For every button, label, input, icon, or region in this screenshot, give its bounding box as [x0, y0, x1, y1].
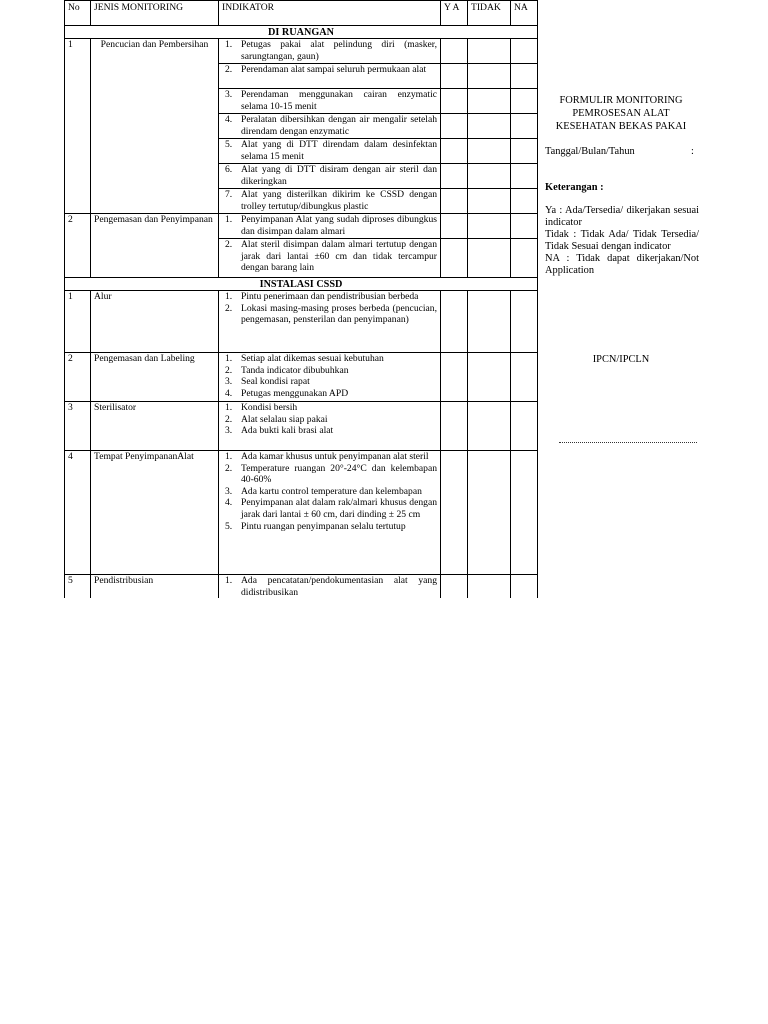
item-text: Lokasi masing-masing proses berbeda (pencucian, pengemasan, pensterilan dan penyimpanan): [241, 302, 437, 326]
checkbox-tidak[interactable]: [468, 239, 511, 278]
checkbox-ya[interactable]: [441, 214, 468, 239]
row-number: 1: [65, 39, 91, 214]
section-title: INSTALASI CSSD: [65, 278, 538, 291]
item-number: 3.: [225, 485, 233, 497]
item-number: 2.: [225, 239, 233, 250]
indicator-cell: [219, 451, 441, 575]
indicator-item: [222, 414, 437, 426]
jenis-monitoring: Pendistribusian: [91, 575, 219, 599]
indicator-cell: [219, 402, 441, 451]
checkbox-ya[interactable]: [441, 239, 468, 278]
checkbox-na[interactable]: [511, 291, 538, 353]
checkbox-na[interactable]: [511, 164, 538, 189]
jenis-monitoring: Pengemasan dan Penyimpanan: [91, 214, 219, 278]
item-text: Ada kamar khusus untuk penyimpanan alat steril: [241, 451, 429, 462]
checkbox-ya[interactable]: [441, 451, 468, 575]
item-number: 1.: [225, 291, 233, 302]
legend-na: NA : Tidak dapat dikerjakan/Not Application: [545, 253, 699, 276]
indicator-cell: [219, 353, 441, 402]
indicator-cell: [219, 89, 441, 114]
signature-line: [559, 442, 697, 443]
header-no: No: [65, 1, 91, 26]
section-row: [65, 278, 538, 291]
item-number: 3.: [225, 376, 233, 388]
table-row: [65, 353, 538, 402]
row-number: 2: [65, 353, 91, 402]
indicator-item: [222, 463, 437, 486]
checkbox-tidak[interactable]: [468, 189, 511, 214]
checkbox-tidak[interactable]: [468, 139, 511, 164]
jenis-monitoring: Tempat PenyimpananAlat: [91, 451, 219, 575]
header-ya: Y A: [441, 1, 468, 26]
checkbox-tidak[interactable]: [468, 291, 511, 353]
checkbox-na[interactable]: [511, 575, 538, 599]
item-text: Penyimpanan Alat yang sudah diproses dibungkus dan disimpan dalam almari: [241, 214, 437, 237]
item-number: 1.: [225, 575, 233, 586]
item-number: 3.: [225, 425, 233, 437]
table-row: [65, 214, 538, 239]
monitoring-table: [64, 0, 538, 598]
indicator-item: [222, 451, 437, 463]
indicator-item: [222, 89, 437, 112]
legend-tidak: Tidak : Tidak Ada/ Tidak Tersedia/ Tidak Sesuai dengan indicator: [545, 229, 699, 252]
item-text: Ada pencatatan/pendokumentasian alat yang didistribusikan: [241, 575, 437, 598]
item-text: Ada kartu control temperature dan kelembapan: [241, 485, 422, 497]
checkbox-na[interactable]: [511, 64, 538, 89]
section-title: DI RUANGAN: [65, 26, 538, 39]
item-text: Alat yang di DTT direndam dalam desinfektan selama 15 menit: [241, 139, 437, 162]
indicator-cell: [219, 139, 441, 164]
item-text: Alat selalau siap pakai: [241, 413, 328, 425]
checkbox-tidak[interactable]: [468, 64, 511, 89]
checkbox-ya[interactable]: [441, 39, 468, 64]
header-na: NA: [511, 1, 538, 26]
row-number: 2: [65, 214, 91, 278]
indicator-item: [222, 388, 437, 400]
indicator-item: [222, 353, 437, 365]
checkbox-tidak[interactable]: [468, 39, 511, 64]
checkbox-ya[interactable]: [441, 89, 468, 114]
checkbox-tidak[interactable]: [468, 451, 511, 575]
item-number: 2.: [225, 364, 233, 376]
item-text: Tanda indicator dibubuhkan: [241, 364, 349, 376]
checkbox-ya[interactable]: [441, 353, 468, 402]
indicator-item: [222, 521, 437, 533]
header-tidak: TIDAK: [468, 1, 511, 26]
item-text: Alat steril disimpan dalam almari tertutup dengan jarak dari lantai ±60 cm dan tidak tercampur dengan barang lain: [241, 239, 437, 274]
checkbox-ya[interactable]: [441, 402, 468, 451]
checkbox-na[interactable]: [511, 89, 538, 114]
indicator-item: [222, 239, 437, 274]
indicator-item: [222, 114, 437, 137]
item-text: Perendaman menggunakan cairan enzymatic selama 10-15 menit: [241, 89, 437, 112]
indicator-cell: [219, 239, 441, 278]
date-label: Tanggal/Bulan/Tahun: [545, 146, 635, 157]
checkbox-na[interactable]: [511, 139, 538, 164]
keterangan-heading: Keterangan :: [545, 182, 604, 193]
row-number: 1: [65, 291, 91, 353]
item-text: Temperature ruangan 20°-24°C dan kelembapan 40-60%: [241, 462, 437, 486]
checkbox-na[interactable]: [511, 353, 538, 402]
item-number: 2.: [225, 413, 233, 425]
indicator-item: [222, 425, 437, 437]
indicator-item: [222, 365, 437, 377]
indicator-item: [222, 214, 437, 237]
item-number: 5.: [225, 520, 233, 532]
table-body: [65, 26, 538, 599]
checkbox-na[interactable]: [511, 114, 538, 139]
checkbox-tidak[interactable]: [468, 89, 511, 114]
jenis-monitoring: Sterilisator: [91, 402, 219, 451]
item-text: Pintu ruangan penyimpanan selalu tertutup: [241, 520, 406, 532]
checkbox-ya[interactable]: [441, 575, 468, 599]
item-text: Alat yang di DTT disiram dengan air steril dan dikeringkan: [241, 164, 437, 187]
indicator-cell: [219, 291, 441, 353]
checkbox-tidak[interactable]: [468, 353, 511, 402]
jenis-monitoring: Pengemasan dan Labeling: [91, 353, 219, 402]
item-text: Alat yang disterilkan dikirim ke CSSD dengan trolley tertutup/dibungkus plastic: [241, 189, 437, 212]
item-number: 6.: [225, 164, 233, 175]
indicator-item: [222, 575, 437, 598]
item-text: Penyimpanan alat dalam rak/almari khusus dengan jarak dari lantai ± 60 cm, dari dinding ± 25 cm: [241, 497, 437, 520]
indicator-item: [222, 189, 437, 212]
indicator-item: [222, 376, 437, 388]
item-number: 4.: [225, 387, 233, 399]
table-row: [65, 291, 538, 353]
item-number: 4.: [225, 114, 233, 125]
item-text: Petugas menggunakan APD: [241, 387, 349, 399]
checkbox-tidak[interactable]: [468, 402, 511, 451]
checkbox-ya[interactable]: [441, 64, 468, 89]
indicator-cell: [219, 575, 441, 599]
legend-ya: Ya : Ada/Tersedia/ dikerjakan sesuai indicator: [545, 205, 699, 228]
item-number: 5.: [225, 139, 233, 150]
indicator-cell: [219, 189, 441, 214]
indicator-item: [222, 497, 437, 520]
checkbox-na[interactable]: [511, 189, 538, 214]
item-text: Petugas pakai alat pelindung diri (masker, sarungtangan, gaun): [241, 39, 437, 62]
checkbox-ya[interactable]: [441, 164, 468, 189]
indicator-item: [222, 64, 437, 76]
table-row: [65, 39, 538, 64]
item-number: 1.: [225, 39, 233, 50]
indicator-item: [222, 139, 437, 162]
indicator-cell: [219, 164, 441, 189]
header-indikator: INDIKATOR: [219, 1, 441, 26]
checkbox-tidak[interactable]: [468, 164, 511, 189]
date-colon: :: [691, 146, 694, 157]
item-number: 2.: [225, 64, 233, 75]
item-number: 7.: [225, 189, 233, 200]
indicator-cell: [219, 39, 441, 64]
indicator-item: [222, 39, 437, 62]
keterangan-legend: [545, 205, 699, 277]
checkbox-na[interactable]: [511, 451, 538, 575]
item-text: Kondisi bersih: [241, 402, 298, 413]
checkbox-tidak[interactable]: [468, 575, 511, 599]
item-text: Seal kondisi rapat: [241, 376, 310, 388]
item-number: 1.: [225, 402, 233, 413]
checkbox-ya[interactable]: [441, 139, 468, 164]
date-field: [545, 146, 694, 158]
form-title: FORMULIR MONITORING PEMROSESAN ALAT KESEHATAN BEKAS PAKAI: [555, 95, 687, 132]
indicator-cell: [219, 114, 441, 139]
item-number: 3.: [225, 89, 233, 100]
item-number: 1.: [225, 214, 233, 225]
item-text: Ada bukti kali brasi alat: [241, 425, 334, 437]
checkbox-ya[interactable]: [441, 291, 468, 353]
row-number: 5: [65, 575, 91, 599]
checkbox-na[interactable]: [511, 39, 538, 64]
row-number: 3: [65, 402, 91, 451]
item-number: 4.: [225, 497, 233, 509]
indicator-item: [222, 402, 437, 414]
signer-label: IPCN/IPCLN: [592, 354, 650, 365]
item-number: 2.: [225, 462, 233, 474]
checkbox-na[interactable]: [511, 214, 538, 239]
indicator-item: [222, 164, 437, 187]
checkbox-ya[interactable]: [441, 114, 468, 139]
checkbox-ya[interactable]: [441, 189, 468, 214]
table-header-row: [65, 1, 538, 26]
item-text: Setiap alat dikemas sesuai kebutuhan: [241, 353, 384, 364]
indicator-item: [222, 303, 437, 326]
checkbox-tidak[interactable]: [468, 114, 511, 139]
table-row: [65, 575, 538, 599]
checkbox-tidak[interactable]: [468, 214, 511, 239]
header-jenis-monitoring: JENIS MONITORING: [91, 1, 219, 26]
jenis-monitoring: Alur: [91, 291, 219, 353]
item-text: Pintu penerimaan dan pendistribusian berbeda: [241, 291, 419, 302]
table-row: [65, 451, 538, 575]
item-number: 1.: [225, 451, 233, 462]
jenis-monitoring: Pencucian dan Pembersihan: [91, 39, 219, 214]
table-row: [65, 402, 538, 451]
checkbox-na[interactable]: [511, 239, 538, 278]
item-text: Perendaman alat sampai seluruh permukaan alat: [241, 64, 427, 75]
item-number: 2.: [225, 302, 233, 314]
item-text: Peralatan dibersihkan dengan air mengalir setelah direndam dengan enzymatic: [241, 114, 437, 137]
section-row: [65, 26, 538, 39]
indicator-item: [222, 291, 437, 303]
indicator-cell: [219, 214, 441, 239]
item-number: 1.: [225, 353, 233, 364]
indicator-cell: [219, 64, 441, 89]
checkbox-na[interactable]: [511, 402, 538, 451]
indicator-item: [222, 486, 437, 498]
row-number: 4: [65, 451, 91, 575]
